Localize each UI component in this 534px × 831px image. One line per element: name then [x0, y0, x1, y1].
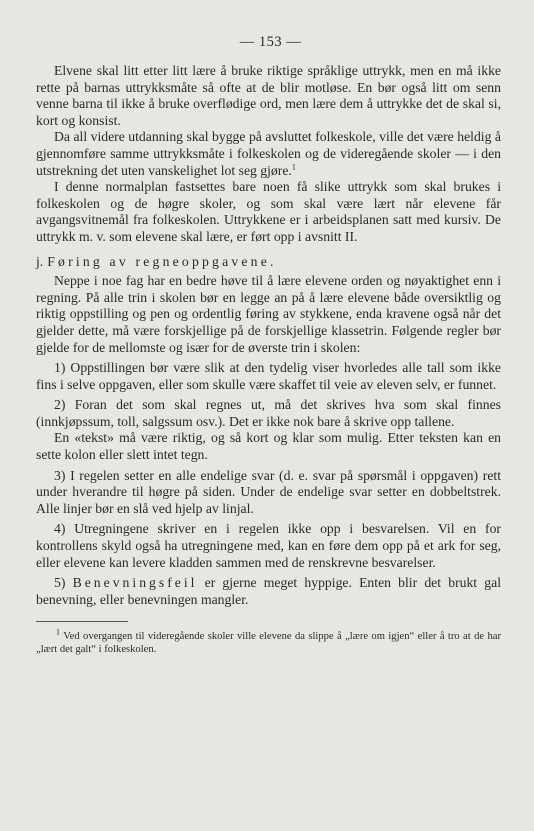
paragraph-further-education	[36, 129, 501, 179]
section-heading	[36, 254, 501, 271]
rule-3: 3) I regelen setter en alle endelige svar (d. e. svar på spørsmål i oppgaven) rett under hverandre til høgre på siden. Under de endelige svar setter en dobbeltstrek. Alle linjer bør en slå ved hjelp av linjal.	[36, 467, 501, 516]
footnote-reference: 1	[291, 162, 296, 171]
rule-5-number: 5)	[54, 575, 66, 591]
rule-2: 2) Foran det som skal regnes ut, må det skrives hva som skal finnes (innkjøpssum, toll, salgssum osv.). Det er ikke nok bare å skrive opp tallene.	[36, 397, 501, 429]
rule-5	[36, 575, 501, 608]
footnote-mark: 1	[56, 627, 60, 637]
rule-5-text: er gjerne meget hyppige. Enten blir det brukt gal benevning, eller benevningen mangler.	[36, 575, 502, 607]
paragraph-language-usage: Elvene skal litt etter litt lære å bruke riktige språklige uttrykk, men en må ikke rette på barnas uttrykksmåte så ofte at de blir motløse. En bør også litt om senn venne barna til ikke å bruke overflødige ord, men lære dem å uttrykke det de skal si, kort og konsist.	[36, 63, 501, 128]
page-number: — 153 —	[239, 34, 302, 50]
rule-1: 1) Oppstillingen bør være slik at den tydelig viser hvorledes alle tall som ikke fins i selve oppgaven, eller som skulle være skaffet til veie av eleven selv, er funnet.	[36, 360, 501, 392]
footnote-text: Ved overgangen til videregående skoler ville elevene da slippe å „lære om igjen“ eller å tro at de har „lært det galt“ i folkeskolen.	[36, 631, 501, 656]
paragraph-normal-plan: I denne normalplan fastsettes bare noen få slike uttrykk som skal brukes i folkeskolen og de høgre skoler, og som skal være lært når elevene får avgangsvitnemål fra folkeskolen. Uttrykkene er i arbeidsplanen satt med kursiv. De uttrykk m. v. som elevene skal lære, er ført opp i avsnitt II.	[36, 179, 501, 244]
rule-5-term: Benevningsfeil	[72, 575, 198, 591]
rule-4: 4) Utregningene skriver en i regelen ikke opp i besvarelsen. Vil en for kontrollens skyld også ha utregningene med, kan en føre dem opp på et ark for seg, eller elevene kan levere kladden sammen med de renskrevne besvarelser.	[36, 521, 501, 570]
section-letter: j.	[36, 253, 44, 269]
rule-2-continuation: En «tekst» må være riktig, og så kort og klar som mulig. Etter teksten kan en sette kolon eller slett intet tegn.	[36, 430, 501, 463]
section-title: Føring av regneoppgavene.	[47, 253, 277, 269]
paragraph-further-education-text: Da all videre utdanning skal bygge på avsluttet folkeskole, ville det være heldig å gjennomføre samme uttrykksmåte i folkeskolen og de videregående skoler — i den utstrekning det uten vanskelighet lot seg gjøre.	[36, 129, 501, 178]
paragraph-introduction: Neppe i noe fag har en bedre høve til å lære elevene orden og nøyaktighet enn i regning. På alle trin i skolen bør en legge an på å lære elevene både oversiktlig og riktig oppstilling og pen og ordentlig føring av stykkene, enda kravene også når det gjelder dette, må være forskjellige på de forskjellige klassetrin. Følgende regler bør gjelde for de mellomste og især for de øverste trin i skolen:	[36, 273, 501, 355]
footnote-divider	[36, 621, 128, 622]
footnote	[36, 627, 501, 656]
